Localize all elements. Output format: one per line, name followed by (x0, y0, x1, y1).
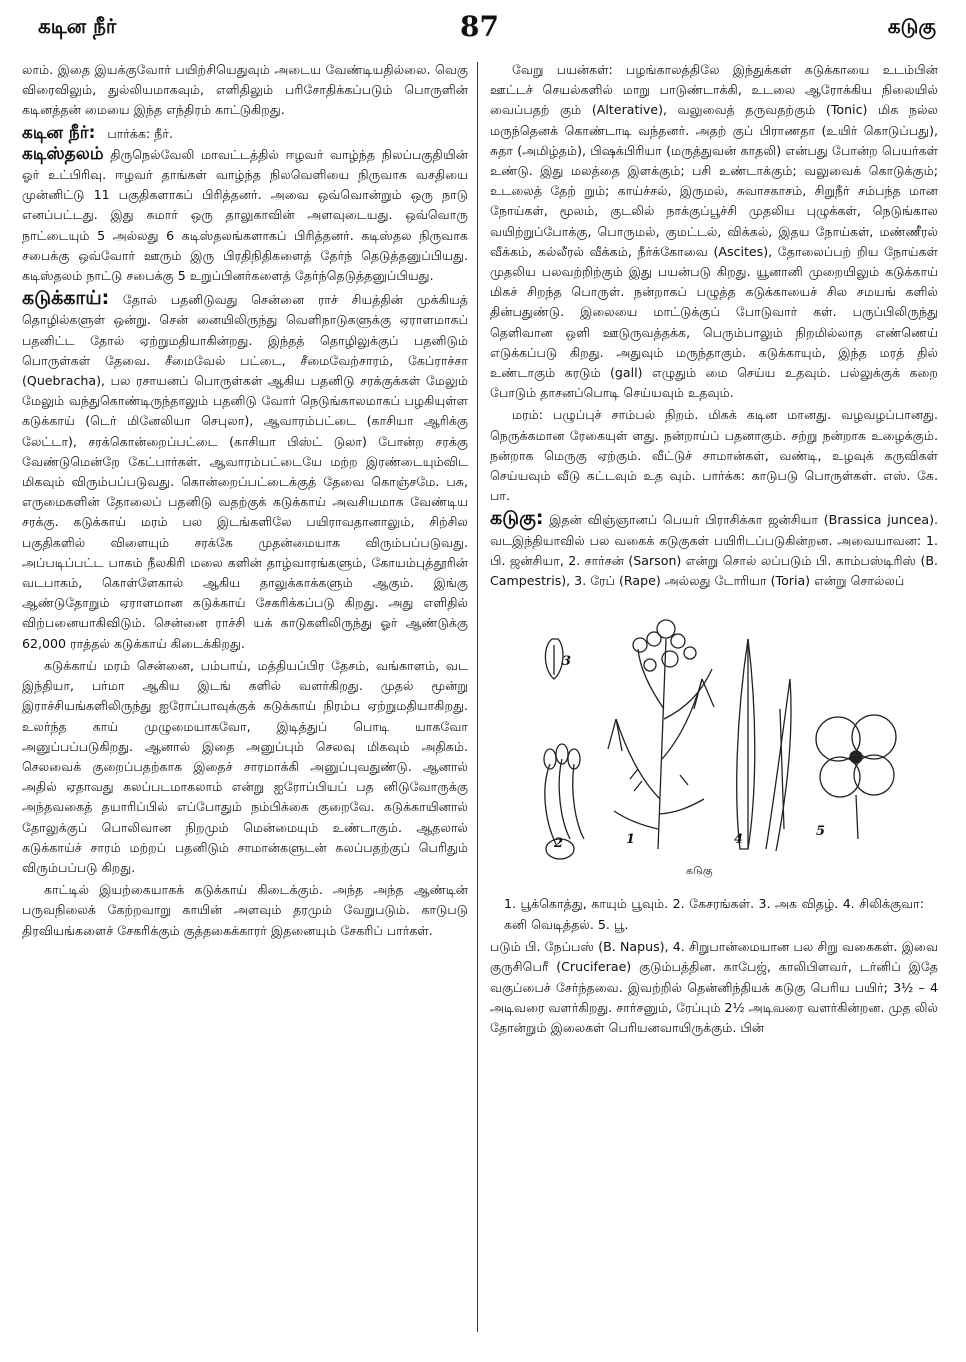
figure-label-2: 2 (554, 836, 564, 852)
figure-label-4: 4 (734, 832, 744, 848)
entry-kadina-neer (22, 123, 468, 144)
figure-title: கடுகு (686, 864, 713, 878)
entry-heading: கடுகு: (490, 507, 544, 530)
entry-body: திருநெல்வேலி மாவட்டத்தில் ஈழவர் வாழ்ந்த நிலப்பகுதியின் ஓர் உட்பிரிவு. ஈழவர் தாங்கள் வாழ்ந்த நிலவெளியை நிருவாக வசதியை முன்னிட்டு 11 பகுதிகளாகப் பிரித்தனர். அவை ஒவ்வொன்றும் ஒரு நாடு எனப்பட்டது. இது சுமார் ஒரு தாலுகாவின் அளவுடையது. ஒவ்வொரு நாட்டையும் 5 அல்லது 6 கடிஸ்தலங்களாகப் பிரித்தனர். கடிஸ்தல நிருவாக சபைக்கு ஒவ்வோர் ஊரும் இரு பிரதிநிதிகளைத் தேர்ந் தெடுத்தனுப்பியது. கடிஸ்தலம் நாட்டு சபைக்கு 5 உறுப்பினர்களைத் தேர்ந்தெடுத்தனுப்பியது. (22, 146, 468, 284)
paragraph-forest: காட்டில் இயற்கையாகக் கடுக்காய் கிடைக்கும். அந்த அந்த ஆண்டின் பருவநிலைக் கேற்றவாறு காயின் அளவும் தரமும் வேறுபடும். காடுபடு திரவியங்களைச் சேகரிக்கும் குத்தகைக்காரர் இதனையும் சேகரிப் பார்கள். (22, 882, 468, 938)
figure-label-1: 1 (626, 832, 636, 848)
entry-body: தோல் பதனிடுவது சென்னை ராச் சியத்தின் முக்கியத் தொழில்களுள் ஒன்று. சென் னையிலிருந்து வெளிநாடுகளுக்கு ஏராளமாகப் பதனிட்ட தோல் ஏற்றுமதியாகின்றது. இந்தத் தொழிலுக்குப் பதனிடும் பொருள்கள் தேவை. சீமைவேல் பட்டை, சீமைவேற்சாரம், கேப்ராச்சா (Quebracha), பல ரசாயனப் பொருள்கள் ஆகிய பதனிடு சரக்குக்கள் மேலும் மேலும் வந்துகொண்டிருந்தாலும் பதனிடு வோர் நெடுங்காலமாகப் பழகியுள்ள கடுக்காய் (டெர் மினேலியா செபுலா), ஆவாரம்பட்டை (காசியா ஆரிக்கு லேட்டா), சரக்கொன்றைப்பட்டை (காசியா பிஸ்ட் டுலா) போன்ற சரக்கு வேண்டுமென்றே கேட்பார்கள். ஆவாரம்பட்டையே மற்ற இரண்டையும்விட மிகவும் விரும்பப்படுவது. கொன்றைப்பட்டைக்குத் தேவை கொஞ்சமே. பசு, எருமைகளின் தோலைப் பதனிடு வதற்குக் கடுக்காய் அவசியமாக வேண்டிய சரக்கு. கடுக்காய் மரம் பல இடங்களிலே பயிராவதானாலும், சிற்சில பகுதிகளில் விளையும் சரக்கே முதன்மையாக விரும்பப்படுவது. அப்படிப்பட்ட பாகம் நீலகிரி மலை களின் தாழ்வாரங்களும், கோயம்புத்தூரின் வடபாகம், கொள்ளேகால் ஆகிய தாலுக்காக்களும் ஆகும். இங்கு ஆண்டுதோறும் ஏராளமான கடுக்காய் சேகரிக்கப்படு கிறது. அது எளிதில் விற்பனையாகிவிடும். சென்னை ராச்சி யக் காடுகளிலிருந்து ஓர் ஆண்டுக்கு 62,000 ராத்தல் கடுக்காய் கிடைக்கிறது. (22, 292, 468, 651)
entry-kadukkai (22, 288, 468, 654)
page-header (0, 0, 966, 50)
right-column (490, 60, 938, 1354)
paragraph-after-figure: படும் பி. நேப்பஸ் (B. Napus), 4. சிறுபான்மையான பல சிறு வகைகள். இவை குருசிபெரீ (Cruciferae) குடும்பத்தின. காபேஜ், காலிபிளவர், டர்னிப் இதே வகுப்பைச் சேர்ந்தவை. இவற்றில் தென்னிந்தியக் கடுகு பெரிய பயிர்; 3½ – 4 அடிவரை வளர்கிறது. சார்சனும், ரேப்பும் 2½ அடிவரை வளர்கின்றன. முத லில் தோன்றும் இலைகள் பெரியனவாயிருக்கும். பின் (490, 939, 938, 1036)
figure-caption: 1. பூக்கொத்து, காயும் பூவும். 2. கேசரங்கள். 3. அக விதழ். 4. சிலிக்குவா: கனி வெடித்தல். 5. பூ. (504, 896, 924, 933)
entry-heading: கடின நீர்: (22, 122, 96, 143)
running-head-left: கடின நீர் (38, 14, 117, 38)
continued-paragraph: லாம். இதை இயக்குவோர் பயிற்சியெதுவும் அடைய வேண்டியதில்லை. வெகு விரைவிலும், துல்லியமாகவும், எளிதிலும் பரிசோதிக்கப்படும் பொருளின் கடினத்தன் மையை இந்த எந்திரம் காட்டுகிறது. (22, 62, 468, 118)
entry-heading: கடுக்காய்: (22, 287, 110, 310)
running-head-right: கடுகு (887, 14, 936, 38)
entry-heading: கடிஸ்தலம் (22, 143, 104, 164)
page-number: 87 (460, 10, 499, 43)
mustard-drawing (490, 599, 938, 889)
cross-reference: பார்க்க: நீர். (107, 125, 173, 141)
entry-kadugu (490, 508, 938, 591)
paragraph-other-uses: வேறு பயன்கள்: பழங்காலத்திலே இந்துக்கள் கடுக்காயை உடம்பின் ஊட்டச் செயல்களில் மாறு பாடுண்டாக்கி, உடலை ஆரோக்கிய நிலையில் வைப்பதற் கும் (Alterative), வலுவைத் தருவதற்கும் (Tonic) மிக நல்ல மருந்தெனக் கொண்டாடி வந்தனர். அதற் குப் பிராணதா (உயிர் கொடுப்பது), சுதா (அமிழ்தம்), பிஷக்பிரியா (மருத்துவன் காதலி) என்பது போன்ற பெயர்கள் உண்டு. இது மலத்தை இளக்கும்; பசி உண்டாக்கும்; வலுவைக் கொடுக்கும்; உடலைத் தேற் றும்; காய்ச்சல், இருமல், சுவாசகாசம், சிறுநீர் சம்பந்த மான நோய்கள், மூலம், குடலில் நாக்குப்பூச்சி முதலிய புழுக்கள், நெடுங்கால வயிற்றுப்போக்கு, பொருமல், குமட்டல், விக்கல், இதய நோய்கள், மண்ணீரல் வீக்கம், கல்லீரல் வீக்கம், நீர்க்கோவை (Ascites), தோலைப்பற் றிய நோய்கள் முதலிய பலவற்றிற்கும் இது பயன்படு கிறது. யூனானி முறையிலும் கடுக்காய் மிகச் சிறந்த பொருள். நன்றாகப் பழுத்த கடுக்காயைச் சில சமயங் களில் தின்பதுண்டு. இலையை மாட்டுக்குப் போடுவார் கள். பருப்பிலிருந்து தெளிவான ஒளி ஊடுருவத்தக்க, பெரும்பாலும் நிறமில்லாத எண்ணெய் எடுக்கப்படு கிறது. அதுவும் மருந்தாகும். கடுக்காயும், இந்த மரத் தில் உண்டாகும் கரடும் (gall) எழுதும் மை செய்ய உதவும். பல்லுக்குக் கறை போடும் தாசனப்பொடி செய்யவும் உதவும். (490, 62, 938, 401)
paragraph-wood: மரம்: பழுப்புச் சாம்பல் நிறம். மிகக் கடின மானது. வழவழப்பானது. நெருக்கமான ரேகையுள் ளது. நன்றாய்ப் பதனாகும். சற்று நன்றாக உழைக்கும். நன்றாக மெருகு ஏற்கும். வீட்டுச் சாமான்கள், வண்டி, உழவுக் கருவிகள் செய்யவும் வீடு கட்டவும் உத வும். பார்க்க: காடுபடு பொருள்கள். எஸ். கே. பா. (490, 407, 938, 504)
column-divider (477, 62, 478, 1332)
left-column (22, 60, 468, 1354)
mustard-illustration (490, 599, 938, 889)
figure-label-3: 3 (562, 654, 572, 670)
entry-kadisthalam (22, 144, 468, 286)
figure-label-5: 5 (816, 824, 826, 840)
entry-body: இதன் விஞ்ஞானப் பெயர் பிராசிக்கா ஜன்சியா (Brassica juncea). வடஇந்தியாவில் பல வகைக் கடுகுகள் பயிரிடப்படுகின்றன. அவையாவன: 1. பி. ஜன்சியா, 2. சார்சன் (Sarson) என்று சொல் லப்படும் பி. காம்பஸ்டிரிஸ் (B. Campestris), 3. ரேப் (Rape) அல்லது டோரியா (Toria) என்று சொல்லப் (490, 512, 938, 589)
paragraph-trees: கடுக்காய் மரம் சென்னை, பம்பாய், மத்தியப்பிர தேசம், வங்காளம், வட இந்தியா, பர்மா ஆகிய இடங் களில் வளர்கிறது. முதல் மூன்று இராச்சியங்களிலிருந்து ஐரோப்பாவுக்குக் கடுக்காய் நிரம்ப ஏற்றுமதியாகிறது. உலர்ந்த காய் முழுமையாகவோ, இடித்துப் பொடி யாகவோ அனுப்பப்படுகிறது. ஆனால் இதை அனுப்பும் செலவு மிகவும் அதிகம். செலவைக் குறைப்பதற்காக இதைச் சாரமாக்கி அனுப்புவதுண்டு. ஆனால் அதில் ஏதாவது கலப்படமாகலாம் என்று ஐரோப்பியப் பத னிடுவோருக்கு அந்தவகைத் தயாரிப்பில் எப்போதும் நம்பிக்கை குறைவே. கடுக்காயினால் தோலுக்குப் பொலிவான நிறமும் மென்மையும் உண்டாகும். ஆதலால் கடுக்காய்ச் சாரம் மற்றப் பதனிடும் சாமான்களுடன் கலப்பதற்குப் பெரிதும் விரும்பப்படு கிறது. (22, 657, 468, 875)
